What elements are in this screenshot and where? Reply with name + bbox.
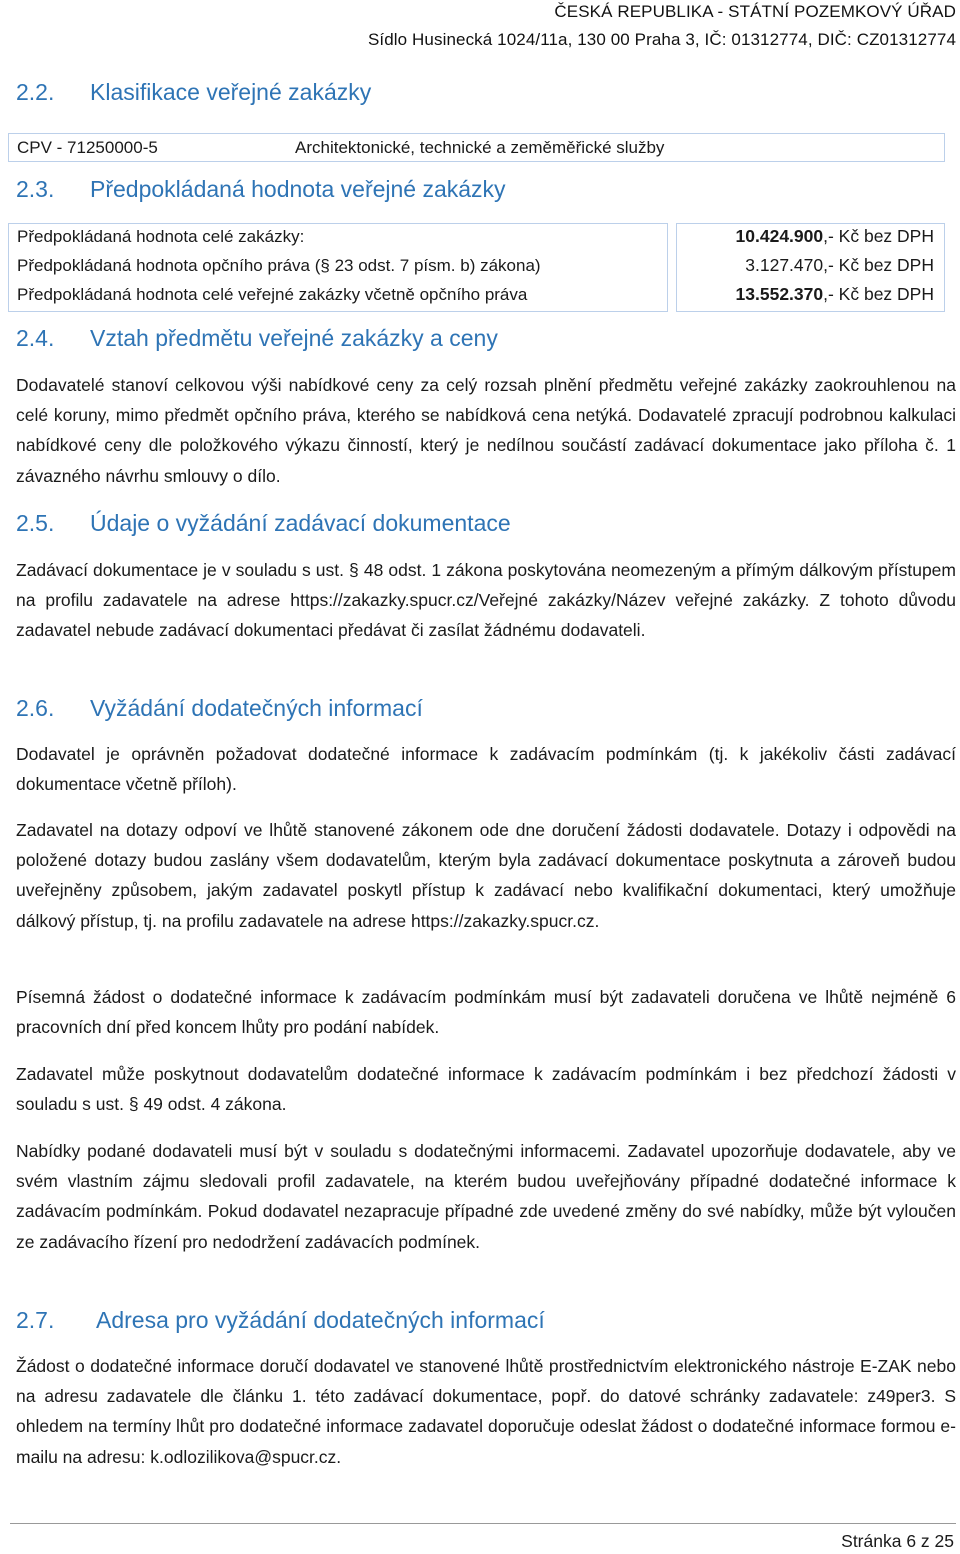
value-amount-row — [736, 226, 934, 247]
value-amount-row — [745, 255, 934, 276]
section-number: 2.7. — [16, 1307, 55, 1333]
value-label: Předpokládaná hodnota opčního práva (§ 23 odst. 7 písm. b) zákona) — [17, 256, 541, 275]
paragraph-info-4: Zadavatel může poskytnout dodavatelům dodatečné informace k zadávacím podmínkám i bez předchozí žádosti v souladu s ust. § 49 odst. 4 zákona. — [16, 1064, 956, 1115]
section-title: Vyžádání dodatečných informací — [90, 695, 423, 721]
section-number: 2.5. — [16, 510, 55, 536]
section-heading-2-6 — [16, 695, 423, 722]
paragraph-price: Dodavatelé stanoví celkovou výši nabídkové ceny za celý rozsah plnění předmětu veřejné zakázky zaokrouhlenou na celé koruny, mimo předmět opčního práva, kterého se nabídková cena netýká. Dodavatelé zpracují podrobnou kalkulaci nabídkové ceny dle položkového výkazu činností, který je nedílnou součástí zadávací dokumentace jako příloha č. 1 závazného návrhu smlouvy o dílo. — [16, 375, 956, 486]
value-suffix: ,- Kč bez DPH — [823, 226, 934, 246]
section-title: Předpokládaná hodnota veřejné zakázky — [90, 176, 506, 202]
paragraph-info-3: Písemná žádost o dodatečné informace k zadávacím podmínkám musí být zadavateli doručena ve lhůtě nejméně 6 pracovních dní před koncem lhůty pro podání nabídek. — [16, 987, 956, 1038]
section-title: Vztah předmětu veřejné zakázky a ceny — [90, 325, 498, 351]
value-suffix: ,- Kč bez DPH — [823, 255, 934, 275]
section-number: 2.4. — [16, 325, 55, 351]
values-label-table — [8, 223, 668, 312]
section-number: 2.2. — [16, 79, 55, 105]
value-amount-row — [736, 284, 934, 305]
page-number: Stránka 6 z 25 — [841, 1531, 954, 1551]
section-title: Adresa pro vyžádání dodatečných informací — [96, 1307, 545, 1333]
section-number: 2.3. — [16, 176, 55, 202]
footer-divider — [10, 1523, 956, 1524]
paragraph-address: Žádost o dodatečné informace doručí dodavatel ve stanovené lhůtě prostřednictvím elektronického nástroje E-ZAK nebo na adresu zadavatele dle článku 1. této zadávací dokumentace, popř. do datové schránky zadavatele: z49per3. S ohledem na termíny lhůt pro dodatečné informace zadavatel doporučuje odeslat žádost o dodatečné informace formou e-mailu na adresu: k.odlozilikova@spucr.cz. — [16, 1356, 956, 1467]
header-address: Sídlo Husinecká 1024/11a, 130 00 Praha 3, IČ: 01312774, DIČ: CZ01312774 — [367, 30, 956, 49]
section-number: 2.6. — [16, 695, 55, 721]
header-organization: ČESKÁ REPUBLIKA - STÁTNÍ POZEMKOVÝ ÚŘAD — [554, 2, 956, 21]
value-amount: 13.552.370 — [735, 284, 824, 304]
section-heading-2-5 — [16, 510, 511, 537]
section-heading-2-4 — [16, 325, 498, 352]
value-amount: 10.424.900 — [735, 226, 824, 246]
paragraph-info-1: Dodavatel je oprávněn požadovat dodatečné informace k zadávacím podmínkám (tj. k jakékoliv části zadávací dokumentace včetně příloh). — [16, 744, 956, 795]
value-label: Předpokládaná hodnota celé veřejné zakázky včetně opčního práva — [17, 285, 528, 304]
section-title: Údaje o vyžádání zadávací dokumentace — [90, 510, 511, 536]
value-suffix: ,- Kč bez DPH — [823, 284, 934, 304]
paragraph-documentation: Zadávací dokumentace je v souladu s ust. § 48 odst. 1 zákona poskytována neomezeným a přímým dálkovým přístupem na profilu zadavatele na adrese https://zakazky.spucr.cz/Veřejné zakázky/Název veřejné zakázky. Z tohoto důvodu zadavatel nebude zadávací dokumentaci předávat či zasílat žádnému dodavateli. — [16, 560, 956, 641]
value-amount: 3.127.470 — [745, 255, 824, 275]
section-heading-2-2 — [16, 79, 371, 106]
paragraph-info-5: Nabídky podané dodavateli musí být v souladu s dodatečnými informacemi. Zadavatel upozorňuje dodavatele, aby ve svém vlastním zájmu sledovali profil zadavatele, na kterém budou uveřejňovány případné dodatečné informace k zadávacím podmínkám. Pokud dodavatel nezapracuje případné zde uvedené změny do své nabídky, může být vyloučen ze zadávacího řízení pro nedodržení zadávacích podmínek. — [16, 1141, 956, 1252]
section-heading-2-7 — [16, 1307, 545, 1334]
section-heading-2-3 — [16, 176, 506, 203]
value-label: Předpokládaná hodnota celé zakázky: — [17, 227, 305, 246]
paragraph-info-2: Zadavatel na dotazy odpoví ve lhůtě stanovené zákonem ode dne doručení žádosti dodavatele. Dotazy i odpovědi na položené dotazy budou zaslány všem dodavatelům, kterým byla zadávací dokumentace poskytnuta a zároveň budou uveřejněny způsobem, jakým zadavatel poskytl přístup k zadávací nebo kvalifikační dokumentaci, který umožňuje dálkový přístup, tj. na profilu zadavatele na adrese https://zakazky.spucr.cz. — [16, 820, 956, 931]
section-title: Klasifikace veřejné zakázky — [90, 79, 372, 105]
cpv-code: CPV - 71250000-5 — [17, 138, 158, 157]
cpv-table — [8, 133, 945, 162]
cpv-description: Architektonické, technické a zeměměřické služby — [295, 138, 665, 157]
